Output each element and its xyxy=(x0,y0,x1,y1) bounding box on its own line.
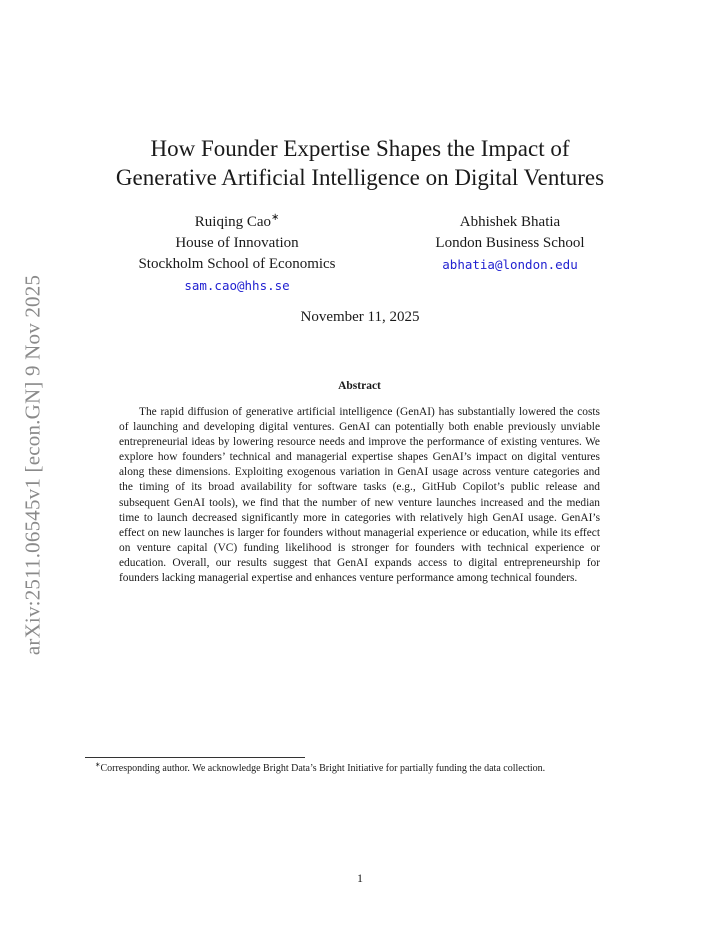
author-block-bhatia xyxy=(410,212,610,275)
author-block-cao xyxy=(110,212,364,296)
abstract-text: The rapid diffusion of generative artificial intelligence (GenAI) has substantially lowered the costs of launching and developing digital ventures. GenAI can potentially both enable previously unviable entrepreneurial ideas by lowering resource needs and improve the performance of existing ventures. We explore how founders’ technical and managerial expertise shapes GenAI’s impact on digital ventures along these dimensions. Exploiting exogenous variation in GenAI usage across venture categories and the timing of its broad availability for software tasks (e.g., GitHub Copilot’s public release and subsequent GenAI tools), we find that the number of new venture launches increased and the median time to launch decreased significantly more in categories with relatively high GenAI usage. GenAI’s effect on new launches is larger for founders without managerial experience or education, while its effect on venture capital (VC) funding likelihood is stronger for founders with technical experience or education. Overall, our results suggest that GenAI expands access to digital entrepreneurship for founders lacking managerial expertise and enhances venture performance among technical founders. xyxy=(119,406,600,585)
author-name xyxy=(110,212,364,233)
title-line-1: How Founder Expertise Shapes the Impact of xyxy=(150,136,570,161)
author-name: Abhishek Bhatia xyxy=(459,214,561,230)
author-name-text: Ruiqing Cao xyxy=(194,214,272,230)
corresponding-author-marker: ∗ xyxy=(271,212,280,223)
author-email-link[interactable]: sam.cao@hhs.se xyxy=(184,278,290,293)
paper-title xyxy=(60,134,660,192)
title-line-2: Generative Artificial Intelligence on Digital Ventures xyxy=(115,165,605,190)
author-affiliation: London Business School xyxy=(435,235,585,251)
arxiv-identifier-stamp: arXiv:2511.06545v1 [econ.GN] 9 Nov 2025 xyxy=(20,274,45,656)
page-number: 1 xyxy=(357,871,363,885)
footnote-marker: ∗ xyxy=(95,761,101,769)
footnote-divider xyxy=(85,757,305,758)
paper-date: November 11, 2025 xyxy=(300,309,420,325)
footnote xyxy=(85,762,635,775)
author-email-link[interactable]: abhatia@london.edu xyxy=(442,257,578,272)
footnote-text: Corresponding author. We acknowledge Bright Data’s Bright Initiative for partially funding the data collection. xyxy=(100,763,546,774)
abstract-heading: Abstract xyxy=(338,380,381,392)
author-affiliation: House of Innovation xyxy=(175,235,299,251)
author-affiliation: Stockholm School of Economics xyxy=(138,256,336,272)
